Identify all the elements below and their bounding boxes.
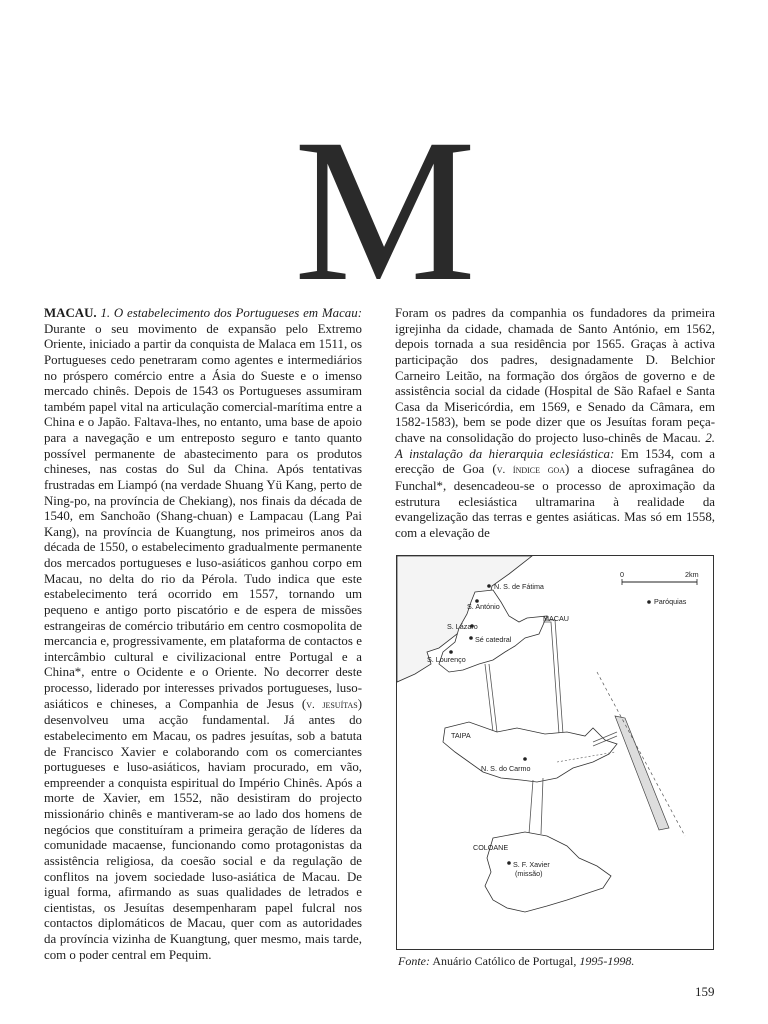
left-text-1: Durante o seu movimento de expansão pelo Extremo Oriente, iniciado a partir da conquista de Malaca em 1511, os Portugueses cedo penetraram como agentes e intermediários no próspero comércio entre a Ásia do Sueste e o imenso mercado chinês. Depois de 1543 os Portugueses assumiram também papel vital na articulação comercial-marítima entre a China e o Japão. Faltava-lhes, no entanto, uma base de apoio para a navegação e um entreposto seguro e tanto quanto possível permanente de abastecimento para os produtos chineses, nas costas do Sul da China. Após tentativas frustradas em Liampó (na verdade Shuang Yü Kang, perto de Ning-po, na província de Chekiang), nos finais da década de 1540, em Sanchoão (Shang-chuan) e Lampacau (Lang Pai Kang), na província de Kuangtung, nos primeiros anos da década de 1550, o estabelecimento gradualmente permanente dos mercados portugueses e luso-asiáticos ganhou corpo em Macau, no delta do rio da Pérola. Tudo indica que este estabelecimento terá ocorrido em 1557, tornando um pequeno e antigo porto piscatório e de espera de missões estrangeiras de comércio tributário em centro cosmopolita de mercancia e, progressivamente, em plataforma de contactos e intercâmbio cultural e civilizacional entre Portugal e a China*, entre o Ocidente e o Oriente. No decorrer deste processo, liderado por interesses privados portugueses, luso-asiáticos e chineses, a Companhia de Jesus ( bbox=[44, 321, 362, 711]
map-caption bbox=[398, 954, 634, 969]
scale-start: 0 bbox=[620, 570, 624, 579]
scale-bar bbox=[620, 570, 699, 585]
parish-dot-se bbox=[469, 636, 473, 640]
caption-prefix: Fonte: bbox=[398, 954, 430, 968]
right-text-1: Foram os padres da companhia os fundadores da primeira igrejinha da cidade, chamada de Santo António, em 1562, depois tornada a sua residência por 1565. Graças à activa participação dos padres, designadamente D. Belchior Carneiro Leitão, na formação dos órgãos de governo e de assistência social da cidade (Hospital de São Rafael e Santa Casa da Misericórdia, em 1569, e Senado da Câmara, em 1582-1583), bem se pode dizer que os Jesuítas foram peça-chave na consolidação do projecto luso-chinês de Macau. bbox=[395, 306, 715, 445]
legend-label: Paróquias bbox=[654, 597, 687, 606]
label-antonio: S. António bbox=[467, 602, 500, 611]
page-number: 159 bbox=[695, 984, 715, 999]
right-column bbox=[395, 306, 715, 541]
label-fatima: N. S. de Fátima bbox=[494, 582, 544, 591]
left-column bbox=[44, 306, 362, 963]
parish-dot-xavier bbox=[507, 861, 511, 865]
cross-reference-goa[interactable]: v. índice goa bbox=[496, 464, 566, 477]
parish-dot-fatima bbox=[487, 584, 491, 588]
parish-dot-carmo bbox=[523, 757, 527, 761]
label-lourenco: S. Lourenço bbox=[427, 655, 466, 664]
airport-runway bbox=[615, 716, 669, 830]
caption-years: 1995-1998. bbox=[579, 954, 635, 968]
left-text-2: ) desenvolveu uma acção fundamental. Já antes do estabelecimento em Macau, os padres jesuítas, sob a batuta de Francisco Xavier e colaborando com os comerciantes portugueses e luso-asiáticos, haviam procurado, em vão, empreender a conquista espiritual do Império Chinês. Após a morte de Xavier, em 1552, não desistiram do projecto missionário chinês e mantiveram-se ao lado dos homens de negócios que constituíram a primeira geração de líderes da comunidade macaense, funcionando como protagonistas da assistência religiosa, da coesão social e da regulação de conflitos na jovem sociedade luso-asiática de Macau. De igual forma, afirmando as suas qualidades de letrados e cientistas, os Jesuítas desempenharam papel fulcral nos contactos diplomáticos de Macau, quer com as autoridades da província vizinha de Kuangtung, quer mesmo, mais tarde, com o poder central em Pequim. bbox=[44, 696, 363, 962]
right-text-3: ) a diocese sufragânea do Funchal*, desencadeou-se o processo de aproximação da estrutura eclesiástica ultramarina à realidade da evangelização das terras e gentes asiáticas. Mas só em 1558, com a elevação de bbox=[395, 462, 715, 540]
legend-dot bbox=[647, 600, 651, 604]
label-taipa: TAIPA bbox=[451, 731, 471, 740]
label-carmo: N. S. do Carmo bbox=[481, 764, 531, 773]
cross-reference-jesuitas[interactable]: v. jesuítas bbox=[306, 698, 358, 711]
label-xavier-2: (missão) bbox=[515, 869, 543, 878]
label-se: Sé catedral bbox=[475, 635, 512, 644]
label-macau: MACAU bbox=[543, 614, 569, 623]
bridge-2 bbox=[543, 620, 563, 734]
map-svg bbox=[397, 556, 713, 949]
article-paragraph-2 bbox=[395, 306, 715, 541]
chapter-initial: M bbox=[293, 97, 477, 324]
bridge-1 bbox=[485, 664, 497, 732]
section-2-title: 2. A instalação da hierarquia eclesiástica: bbox=[395, 431, 715, 461]
right-text-2: Em 1534, com a erecção de Goa ( bbox=[395, 446, 715, 477]
parish-dot-lourenco bbox=[449, 650, 453, 654]
caption-source: Anuário Católico de Portugal, bbox=[432, 954, 577, 968]
article-paragraph-1 bbox=[44, 306, 362, 963]
parish-map bbox=[396, 555, 714, 950]
label-coloane: COLOANE bbox=[473, 843, 509, 852]
isthmus bbox=[529, 778, 543, 834]
label-lazaro: S. Lázaro bbox=[447, 622, 478, 631]
section-1-title: 1. O estabelecimento dos Portugueses em Macau: bbox=[100, 306, 362, 320]
headword: MACAU. bbox=[44, 306, 97, 320]
scale-end: 2km bbox=[685, 570, 699, 579]
label-xavier-1: S. F. Xavier bbox=[513, 860, 550, 869]
causeway-dashed bbox=[597, 672, 685, 836]
